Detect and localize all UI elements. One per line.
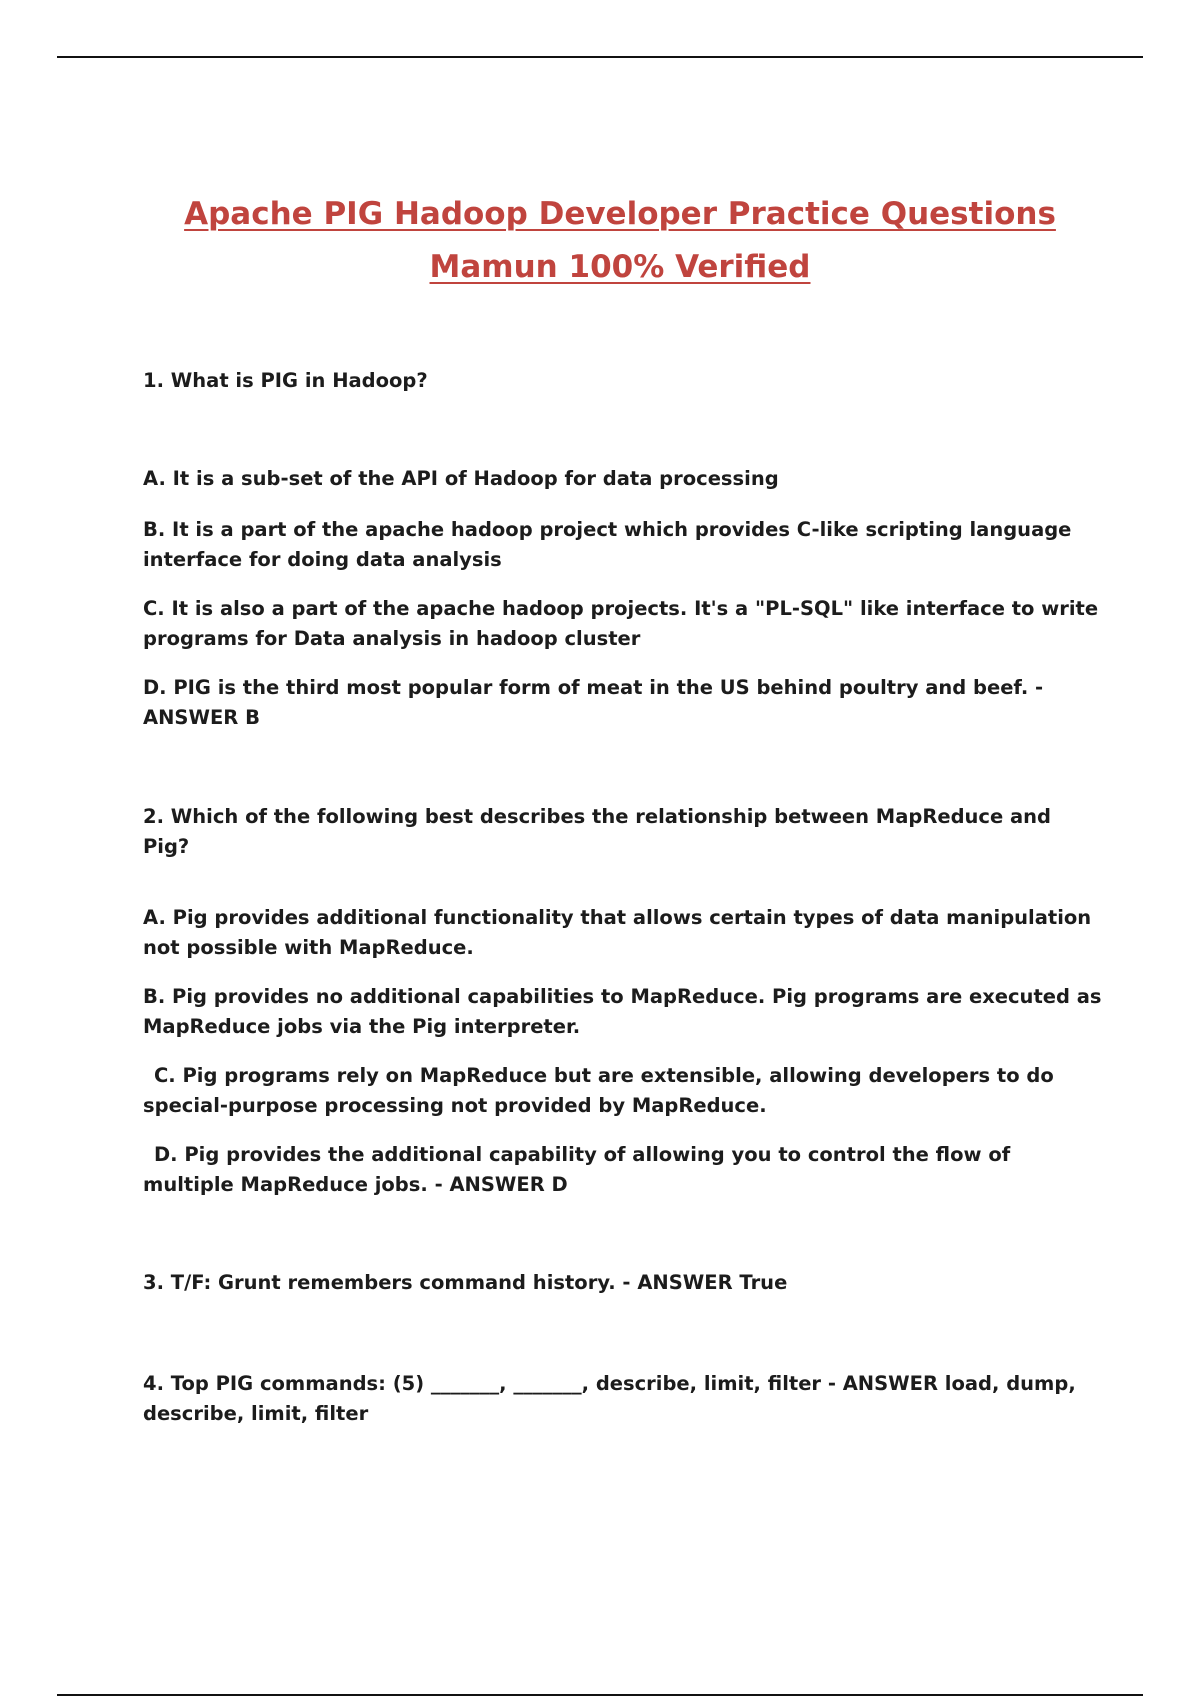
- question-1-option-d: D. PIG is the third most popular form of meat in the US behind poultry and beef. - ANSWER B: [143, 676, 1044, 729]
- document-title-line-1: Apache PIG Hadoop Developer Practice Questions: [184, 196, 1056, 232]
- question-1-option-a: A. It is a sub-set of the API of Hadoop for data processing: [143, 467, 779, 490]
- question-4: 4. Top PIG commands: (5) _______, _______, describe, limit, filter - ANSWER load, dump, describe, limit, filter: [143, 1372, 1076, 1425]
- question-3: 3. T/F: Grunt remembers command history. - ANSWER True: [143, 1271, 788, 1294]
- question-2-option-d: D. Pig provides the additional capability of allowing you to control the flow of multiple MapReduce jobs. - ANSWER D: [143, 1143, 1011, 1196]
- question-2-option-b: B. Pig provides no additional capabilities to MapReduce. Pig programs are executed as MapReduce jobs via the Pig interpreter.: [143, 985, 1102, 1038]
- bottom-rule: [57, 1694, 1143, 1696]
- question-2-option-a: A. Pig provides additional functionality that allows certain types of data manipulation not possible with MapReduce.: [143, 906, 1092, 959]
- question-1-option-b: B. It is a part of the apache hadoop project which provides C-like scripting language interface for doing data analysis: [143, 518, 1072, 571]
- document-title-line-2: Mamun 100% Verified: [429, 249, 811, 285]
- question-1-option-c: C. It is also a part of the apache hadoop projects. It's a "PL-SQL" like interface to write programs for Data analysis in hadoop cluster: [143, 597, 1099, 650]
- question-2-option-c: C. Pig programs rely on MapReduce but are extensible, allowing developers to do special-purpose processing not provided by MapReduce.: [143, 1064, 1054, 1117]
- top-rule: [57, 56, 1143, 58]
- question-1: 1. What is PIG in Hadoop?: [143, 369, 428, 392]
- question-2: 2. Which of the following best describes the relationship between MapReduce and Pig?: [143, 805, 1051, 858]
